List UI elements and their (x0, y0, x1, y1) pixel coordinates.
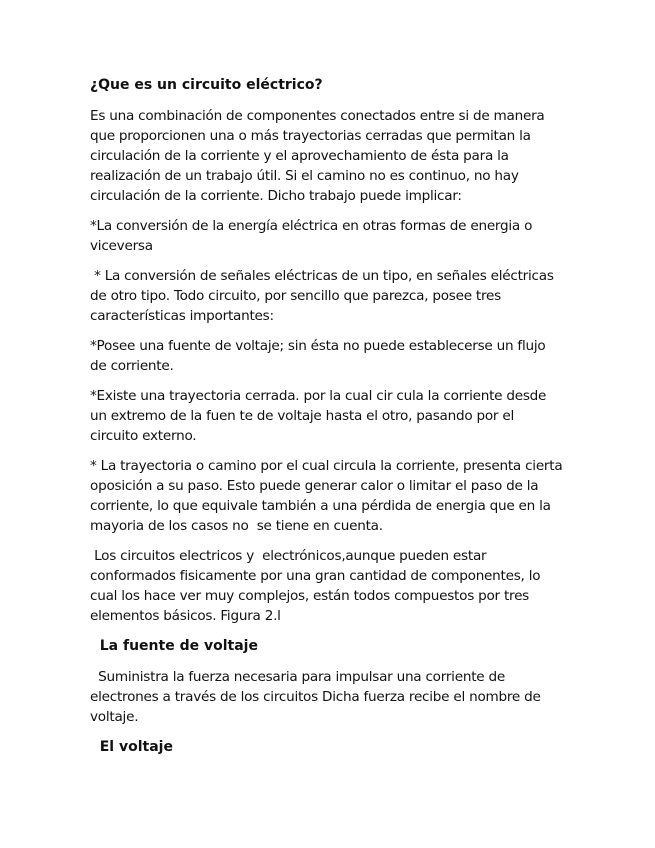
text-line: * La trayectoria o camino por el cual circula la corriente, presenta cierta (90, 458, 563, 474)
text-line: corriente, lo que equivale también a una pérdida de energia que en la (90, 498, 551, 514)
text-line: *La conversión de la energía eléctrica en otras formas de energia o (90, 218, 533, 234)
paragraph-voltage-source (90, 667, 570, 727)
text-line: conformados fisicamente por una gran cantidad de componentes, lo (90, 568, 541, 584)
section-heading-voltage-source: La fuente de voltaje (90, 638, 258, 654)
paragraph-definition (90, 106, 570, 206)
text-line: * La conversión de señales eléctricas de un tipo, en señales eléctricas (90, 268, 554, 284)
document-page (90, 75, 570, 768)
paragraph-bullet-voltage-source (90, 336, 570, 376)
text-line: que proporcionen una o más trayectorias cerradas que permitan la (90, 128, 531, 144)
text-line: viceversa (90, 238, 153, 254)
text-line: características importantes: (90, 308, 274, 324)
section-heading-voltage: El voltaje (90, 739, 173, 755)
text-line: Suministra la fuerza necesaria para impulsar una corriente de (90, 669, 505, 685)
text-line: Es una combinación de componentes conectados entre si de manera (90, 108, 545, 124)
text-line: circulación de la corriente. Dicho trabajo puede implicar: (90, 188, 462, 204)
text-line: realización de un trabajo útil. Si el camino no es continuo, no hay (90, 168, 519, 184)
paragraph-bullet-opposition (90, 456, 570, 536)
paragraph-bullet-signals (90, 266, 570, 326)
paragraph-basic-elements (90, 546, 570, 626)
text-line: de corriente. (90, 358, 174, 374)
text-line: voltaje. (90, 709, 139, 725)
text-line: mayoria de los casos no se tiene en cuenta. (90, 518, 383, 534)
text-line: Los circuitos electricos y electrónicos,aunque pueden estar (90, 548, 487, 564)
text-line: de otro tipo. Todo circuito, por sencillo que parezca, posee tres (90, 288, 501, 304)
page-title: ¿Que es un circuito eléctrico? (90, 77, 323, 93)
text-line: oposición a su paso. Esto puede generar calor o limitar el paso de la (90, 478, 539, 494)
text-line: un extremo de la fuen te de voltaje hasta el otro, pasando por el (90, 408, 514, 424)
text-line: *Existe una trayectoria cerrada. por la cual cir cula la corriente desde (90, 388, 547, 404)
text-line: circuito externo. (90, 428, 197, 444)
text-line: *Posee una fuente de voltaje; sin ésta no puede establecerse un flujo (90, 338, 546, 354)
text-line: cual los hace ver muy complejos, están todos compuestos por tres (90, 588, 530, 604)
text-line: circulación de la corriente y el aprovechamiento de ésta para la (90, 148, 509, 164)
text-line: elementos básicos. Figura 2.l (90, 608, 281, 624)
paragraph-bullet-energy (90, 216, 570, 256)
paragraph-bullet-closed-path (90, 386, 570, 446)
text-line: electrones a través de los circuitos Dicha fuerza recibe el nombre de (90, 689, 541, 705)
